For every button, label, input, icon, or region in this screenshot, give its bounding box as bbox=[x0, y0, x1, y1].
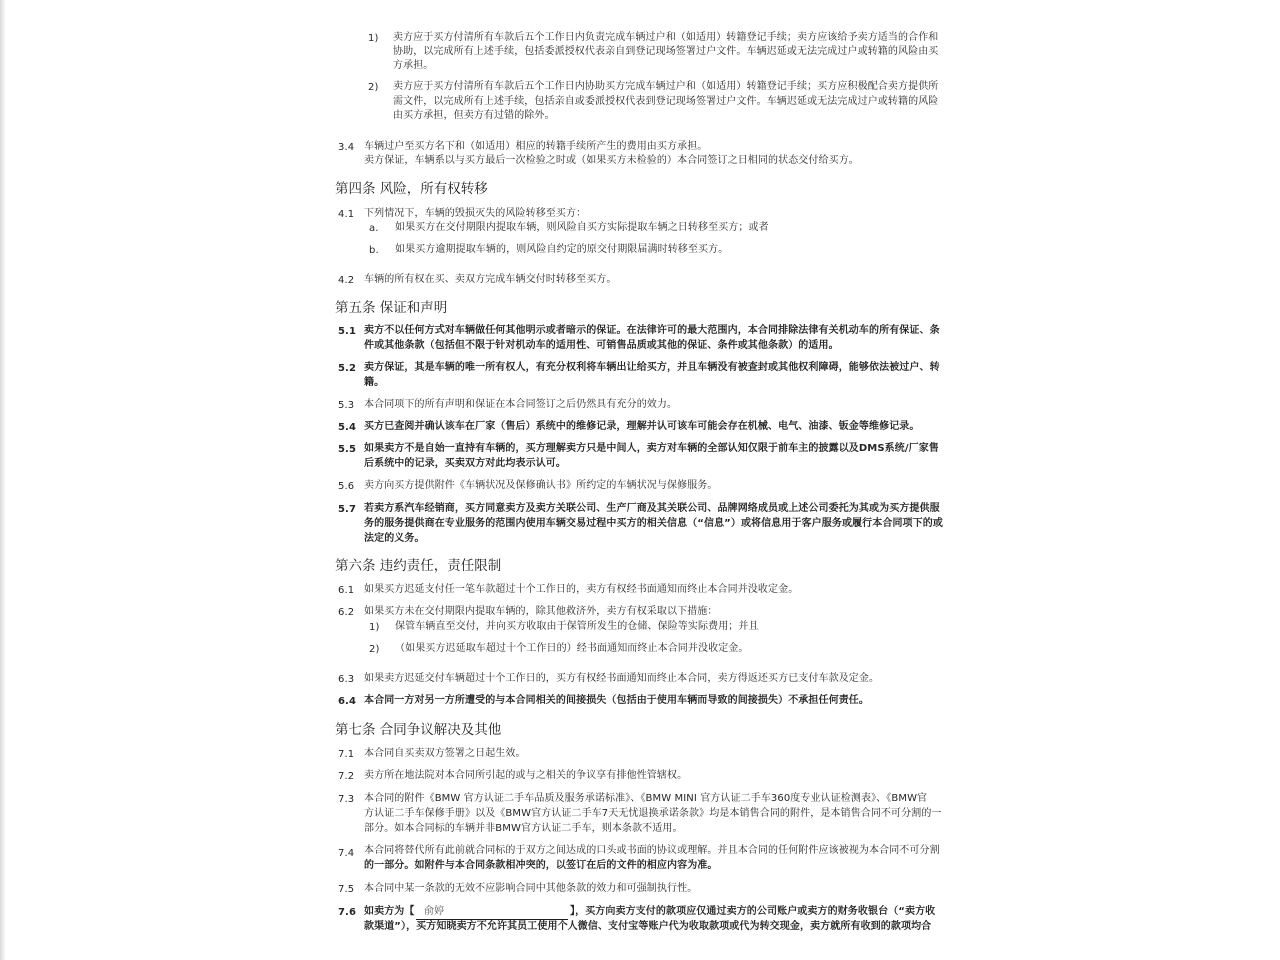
clause-text: 本合同自买卖双方签署之日起生效。 bbox=[364, 748, 526, 759]
clause-text: 卖方保证，其是车辆的唯一所有权人，有充分权利将车辆出让给买方，并且车辆没有被查封或其他权利障碍，能够依法被过户、转 bbox=[364, 362, 940, 373]
clause-number: 7.1 bbox=[338, 749, 355, 760]
clause-number: a. bbox=[369, 223, 379, 234]
clause-text: 协助，以完成所有上述手续，包括委派授权代表亲自到登记现场签署过户文件。车辆迟延或无法完成过户或转籍的风险由买 bbox=[393, 46, 939, 57]
fill-underline bbox=[416, 919, 568, 920]
clause-text: 的一部分。如附件与本合同条款相冲突的，以签订在后的文件的相应内容为准。 bbox=[364, 860, 718, 871]
clause-text: 件或其他条款（包括但不限于针对机动车的适用性、可销售品质或其他的保证、条件或其他条款）的适用。 bbox=[364, 340, 839, 351]
clause-text: （如果买方迟延取车超过十个工作日的）经书面通知而终止本合同并没收定金。 bbox=[395, 643, 749, 654]
clause-number: 5.4 bbox=[338, 422, 357, 433]
clause-text: 如果卖方迟延交付车辆超过十个工作日的，买方有权经书面通知而终止本合同，卖方得返还买方已支付车款及定金。 bbox=[364, 673, 880, 684]
clause-number: 7.5 bbox=[338, 884, 355, 895]
clause-text: 车辆的所有权在买、卖双方完成车辆交付时转移至买方。 bbox=[364, 274, 617, 285]
clause-number: 5.3 bbox=[338, 400, 355, 411]
clause-text: 卖方不以任何方式对车辆做任何其他明示或者暗示的保证。在法律许可的最大范围内，本合同排除法律有关机动车的所有保证、条 bbox=[364, 325, 940, 336]
clause-number: 6.3 bbox=[338, 674, 355, 685]
clause-text: 款渠道”），买方知晓卖方不允许其员工使用个人微信、支付宝等账户代为收取款项或代为转交现金，卖方就所有收到的款项均合 bbox=[364, 921, 932, 932]
clause-number: 6.1 bbox=[338, 585, 355, 596]
section-heading: 第五条 保证和声明 bbox=[335, 300, 448, 316]
clause-text: 如果买方逾期提取车辆的，则风险自约定的原交付期限届满时转移至买方。 bbox=[395, 244, 729, 255]
clause-text: 如果卖方不是自始一直持有车辆的，买方理解卖方只是中间人，卖方对车辆的全部认知仅限于前车主的披露以及DMS系统/厂家售 bbox=[364, 443, 939, 454]
clause-number: 2) bbox=[369, 644, 380, 655]
clause-number: 7.3 bbox=[338, 794, 355, 805]
clause-text: 买方已查阅并确认该车在厂家（售后）系统中的维修记录，理解并认可该车可能会存在机械、电气、油漆、钣金等维修记录。 bbox=[364, 421, 920, 432]
clause-text: 需文件，以完成所有上述手续，包括亲自或委派授权代表到登记现场签署过户文件。车辆迟延或无法完成过户或转籍的风险 bbox=[393, 96, 939, 107]
clause-text: 车辆过户至买方名下和（如适用）相应的转籍手续所产生的费用由买方承担。 bbox=[364, 141, 708, 152]
seller-name-fill: 俞婷 bbox=[424, 906, 445, 917]
clause-number: 6.2 bbox=[338, 607, 355, 618]
clause-text: 本合同项下的所有声明和保证在本合同签订之后仍然具有充分的效力。 bbox=[364, 399, 678, 410]
clause-text: 后系统中的记录，买卖双方对此均表示认可。 bbox=[364, 458, 566, 469]
clause-number: 7.2 bbox=[338, 771, 355, 782]
clause-text-suffix: 】，买方向卖方支付的款项应仅通过卖方的公司账户或卖方的财务收银台（“卖方收 bbox=[570, 906, 936, 917]
clause-text: 本合同的附件《BMW 官方认证二手车品质及服务承诺标准》、《BMW MINI 官方认证二手车360度专业认证检测表》、《BMW官 bbox=[364, 793, 928, 804]
clause-number: 5.1 bbox=[338, 326, 357, 337]
section-heading: 第四条 风险，所有权转移 bbox=[335, 181, 488, 197]
clause-number: b. bbox=[369, 245, 379, 256]
clause-text: 卖方应于买方付清所有车款后五个工作日内负责完成车辆过户和（如适用）转籍登记手续；卖方应该给予卖方适当的合作和 bbox=[393, 32, 939, 43]
clause-text: 卖方应于买方付清所有车款后五个工作日内协助买方完成车辆过户和（如适用）转籍登记手续；买方应积极配合卖方提供所 bbox=[393, 81, 939, 92]
clause-text: 卖方向买方提供附件《车辆状况及保修确认书》所约定的车辆状况与保修服务。 bbox=[364, 480, 718, 491]
clause-text-prefix: 如卖方为【 bbox=[364, 906, 415, 917]
clause-text: 籍。 bbox=[364, 377, 385, 388]
clause-text: 本合同中某一条款的无效不应影响合同中其他条款的效力和可强制执行性。 bbox=[364, 883, 698, 894]
clause-text: 下列情况下，车辆的毁损灭失的风险转移至买方： bbox=[364, 208, 587, 219]
clause-number: 2) bbox=[368, 82, 379, 93]
clause-number: 5.6 bbox=[338, 481, 355, 492]
clause-text: 卖方保证，车辆系以与买方最后一次检验之时或（如果买方未检验的）本合同签订之日相同的状态交付给买方。 bbox=[364, 155, 859, 166]
clause-text: 本合同一方对另一方所遭受的与本合同相关的间接损失（包括由于使用车辆而导致的间接损失）不承担任何责任。 bbox=[364, 695, 869, 706]
clause-number: 7.4 bbox=[338, 848, 355, 859]
clause-text: 本合同将替代所有此前就合同标的于双方之间达成的口头或书面的协议或理解。并且本合同的任何附件应该被视为本合同不可分割 bbox=[364, 845, 940, 856]
clause-text: 如果买方在交付期限内提取车辆，则风险自买方实际提取车辆之日转移至买方；或者 bbox=[395, 222, 769, 233]
clause-text: 保管车辆直至交付，并向买方收取由于保管所发生的仓储、保险等实际费用；并且 bbox=[395, 621, 759, 632]
clause-text: 如果买方未在交付期限内提取车辆的，除其他救济外，卖方有权采取以下措施： bbox=[364, 606, 718, 617]
clause-number: 1) bbox=[369, 622, 380, 633]
clause-text: 方承担。 bbox=[393, 60, 434, 71]
section-heading: 第六条 违约责任，责任限制 bbox=[335, 558, 502, 574]
clause-text: 卖方所在地法院对本合同所引起的或与之相关的争议享有排他性管辖权。 bbox=[364, 770, 688, 781]
clause-text: 若卖方系汽车经销商，买方同意卖方及卖方关联公司、生产厂商及其关联公司、品牌网络成员或上述公司委托为其或为买方提供服 bbox=[364, 503, 940, 514]
clause-number: 3.4 bbox=[338, 142, 355, 153]
clause-text: 务的服务提供商在专业服务的范围内使用车辆交易过程中买方的相关信息（“信息”）或将信息用于客户服务或履行本合同项下的或 bbox=[364, 518, 943, 529]
clause-number: 5.2 bbox=[338, 363, 357, 374]
clause-text: 部分。如本合同标的车辆并非BMW官方认证二手车，则本条款不适用。 bbox=[364, 823, 683, 834]
clause-text: 如果买方迟延支付任一笔车款超过十个工作日的，卖方有权经书面通知而终止本合同并没收定金。 bbox=[364, 584, 799, 595]
scan-edge-shadow bbox=[0, 0, 6, 960]
clause-number: 4.1 bbox=[338, 209, 355, 220]
section-heading: 第七条 合同争议解决及其他 bbox=[335, 722, 502, 738]
clause-text: 由买方承担，但卖方有过错的除外。 bbox=[393, 110, 555, 121]
clause-number: 4.2 bbox=[338, 275, 355, 286]
clause-number: 1) bbox=[368, 33, 379, 44]
clause-number: 5.7 bbox=[338, 504, 357, 515]
clause-text: 方认证二手车保修手册》以及《BMW官方认证二手车7天无忧退换承诺条款》均是本销售合同的附件，是本销售合同不可分割的一 bbox=[364, 808, 942, 819]
clause-number: 7.6 bbox=[338, 907, 357, 918]
clause-number: 5.5 bbox=[338, 444, 357, 455]
clause-number: 6.4 bbox=[338, 696, 357, 707]
clause-text: 法定的义务。 bbox=[364, 533, 425, 544]
